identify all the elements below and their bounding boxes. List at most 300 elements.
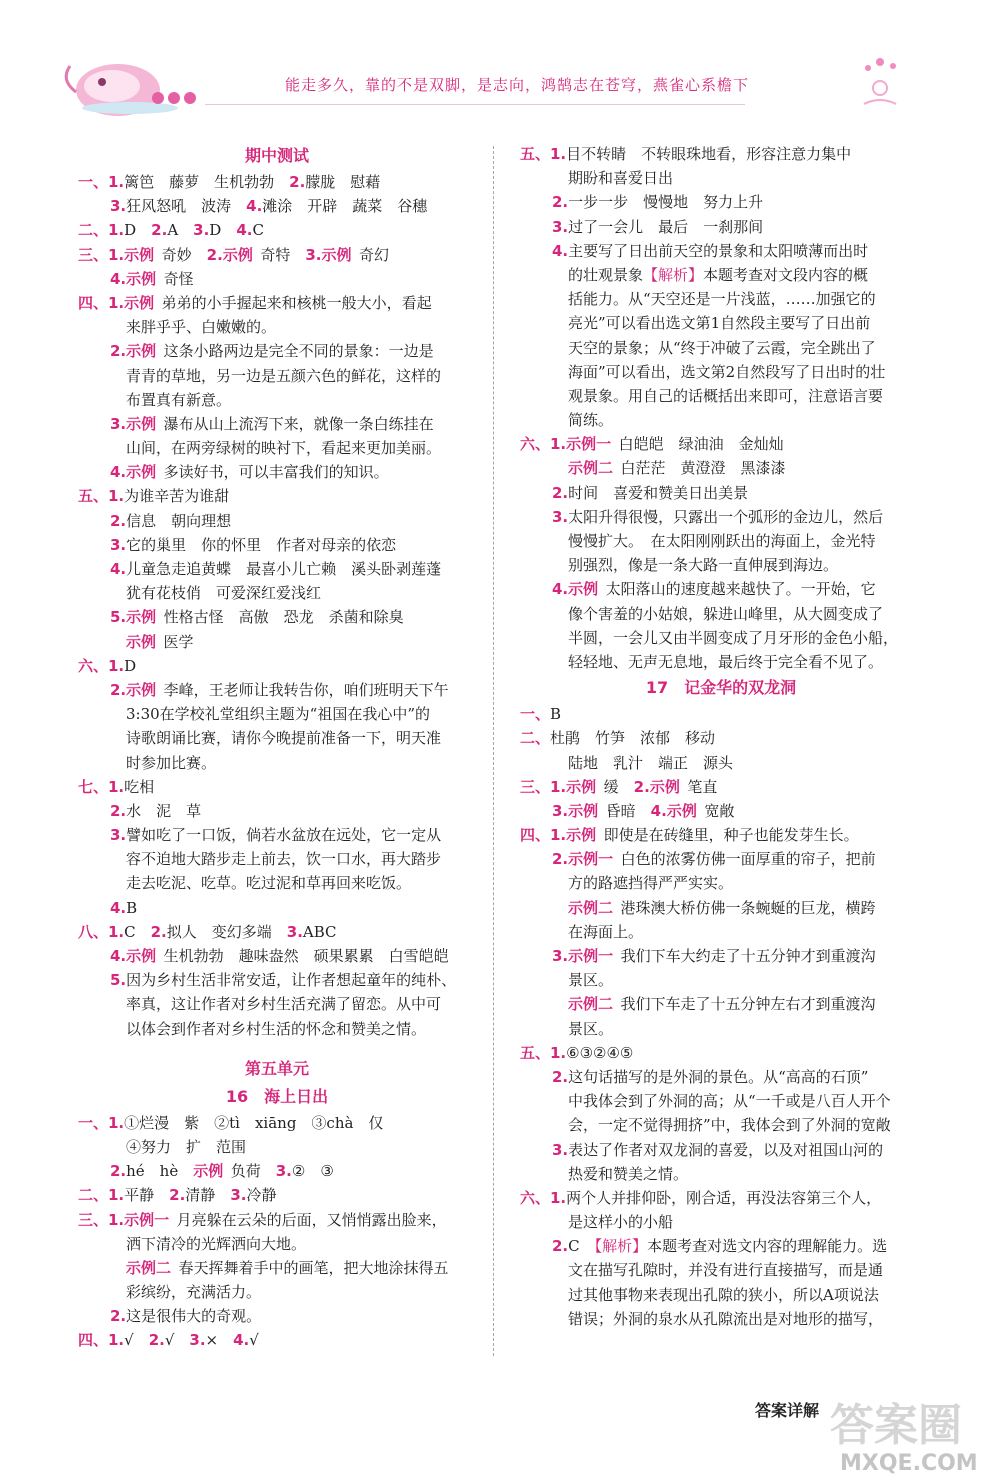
answer-text: 篱笆 藤萝 生机勃勃 (124, 173, 290, 191)
example-label: 示例 (649, 777, 680, 796)
answer-text: 陆地 乳汁 端正 源头 (568, 753, 734, 772)
question-number: 七、1. (78, 777, 125, 796)
answer-line (78, 436, 476, 460)
question-number: 2. (110, 1307, 127, 1326)
example-label: 示例 (126, 269, 157, 288)
question-number: 2. (552, 1067, 569, 1086)
example-label: 示例 (568, 801, 599, 820)
question-number: 3. (552, 507, 569, 526)
answer-text: hé hè (126, 1162, 194, 1181)
answer-line (78, 581, 476, 605)
example-label: 示例二 (568, 898, 614, 917)
answer-line (520, 1210, 922, 1234)
question-number: 2. (148, 1331, 165, 1350)
answer-text: 本题考查对选文内容的理解能力。选 (647, 1237, 888, 1256)
page-header (0, 0, 1000, 125)
question-number: 4. (650, 801, 667, 820)
answer-line (520, 1017, 922, 1041)
answer-line (78, 944, 476, 968)
question-number: 六、1. (78, 656, 125, 675)
question-number: 3. (110, 535, 127, 554)
left-column (78, 142, 476, 1353)
answer-line (520, 799, 922, 823)
question-number: 2. (552, 1237, 569, 1256)
answer-text: ⑥③②④⑤ (566, 1043, 634, 1062)
answer-line (78, 1232, 476, 1256)
question-number: 五、1. (78, 487, 125, 506)
example-label: 示例二 (568, 995, 614, 1014)
answer-line (520, 1041, 922, 1065)
answer-text: C (568, 1237, 595, 1256)
answer-line (520, 311, 922, 335)
answer-text: 时参加比赛。 (126, 753, 217, 772)
question-number: 4. (110, 560, 127, 578)
answer-text: 即使是在砖缝里，种子也能发芽生长。 (603, 826, 859, 845)
analysis-label: 【解析】 (643, 265, 704, 284)
answer-text: 景区。 (568, 1019, 614, 1038)
answer-line (520, 1234, 922, 1258)
answer-text: 亮光”可以看出选文第1自然段主要写了日出前 (568, 314, 871, 333)
answer-line (520, 577, 922, 601)
answer-text: 诗歌朗诵比赛，请你今晚提前准备一下，明天准 (126, 729, 442, 748)
question-number: 3. (286, 922, 303, 941)
question-number: 三、1. (520, 777, 567, 796)
answer-line (520, 287, 922, 311)
dots-icon (152, 92, 196, 104)
column-divider (493, 146, 494, 1356)
answer-text: B (550, 705, 562, 724)
question-number: 2. (552, 193, 569, 212)
answer-line (520, 1307, 922, 1331)
answer-text: 3:30在学校礼堂组织主题为“祖国在我心中”的 (126, 705, 431, 724)
answer-text: 太阳落山的速度越来越快了。一开始，它 (605, 580, 876, 599)
question-number: 3. (189, 1331, 206, 1350)
question-number: 2. (151, 221, 168, 240)
question-number: 2. (150, 922, 167, 941)
question-number: 2. (110, 342, 127, 361)
answer-line (520, 360, 922, 384)
answer-text: ② ③ (291, 1162, 334, 1181)
answer-line (78, 920, 476, 944)
question-number: 3. (552, 801, 569, 820)
answer-text: 简练。 (568, 411, 614, 430)
answer-line (78, 194, 476, 218)
answer-line (520, 751, 922, 775)
answer-line (520, 456, 922, 480)
answer-text: 弟弟的小手握起来和核桃一般大小，看起 (161, 293, 432, 312)
footer-label: 答案详解 (755, 1401, 820, 1420)
answer-text: 观景象。用自己的话概括出来即可，注意语言要 (568, 386, 884, 405)
answer-text: 太阳升得很慢，只露出一个弧形的金边儿，然后 (568, 507, 884, 526)
answer-line (520, 1283, 922, 1307)
answer-line (78, 823, 476, 847)
question-number: 4. (233, 1331, 250, 1350)
answer-line (78, 605, 476, 629)
answer-line (78, 702, 476, 726)
question-number: 四、1. (78, 293, 125, 312)
section-title-midterm: 期中测试 (244, 146, 309, 165)
question-number: 一、1. (78, 173, 125, 191)
answer-text: 目不转睛 不转眼珠地看，形容注意力集中 (566, 145, 852, 163)
example-label: 示例 (126, 608, 157, 627)
question-number: 3. (552, 1140, 569, 1159)
question-number: 2. (169, 1186, 186, 1205)
answer-line (78, 1208, 476, 1232)
question-number: 3. (110, 197, 127, 216)
answer-line (78, 896, 476, 920)
answer-line (78, 1183, 476, 1207)
answer-text: 月亮躲在云朵的后面，又悄悄露出脸来， (176, 1210, 447, 1229)
answer-text: 是这样小的小船 (568, 1213, 674, 1232)
answer-text: 狂风怒吼 波涛 (126, 197, 247, 216)
answer-text: √ (249, 1331, 259, 1350)
answer-text: 两个人并排仰卧，刚合适，再没法容第三个人， (566, 1188, 882, 1207)
answer-text: 率真，这让作者对乡村生活充满了留恋。从中可 (126, 995, 442, 1014)
answer-text: 拟人 变幻多端 (166, 922, 287, 941)
answer-text: 山间，在两旁绿树的映衬下，看起来更加美丽。 (126, 439, 442, 458)
right-column (520, 142, 922, 1331)
question-number: 六、1. (520, 435, 567, 454)
question-number: 六、1. (520, 1188, 567, 1207)
answer-text: 布置真有新意。 (126, 390, 232, 409)
answer-text: 半圆，一会儿又由半圆变成了月牙形的金色小船， (568, 628, 899, 647)
question-number: 3. (552, 217, 569, 236)
answer-line (78, 1017, 476, 1041)
answer-text: 李峰，王老师让我转告你，咱们班明天下午 (163, 680, 449, 699)
answer-line (78, 291, 476, 315)
answer-line (520, 896, 922, 920)
question-number: 4. (110, 269, 127, 288)
question-number: 八、1. (78, 922, 125, 941)
answer-text: 它的巢里 你的怀里 作者对母亲的依恋 (126, 535, 397, 554)
example-label: 示例 (566, 826, 597, 845)
answer-text: 这条小路两边是完全不同的景象：一边是 (163, 342, 434, 361)
answer-line (520, 1162, 922, 1186)
answer-line (520, 384, 922, 408)
answer-line (78, 412, 476, 436)
answer-line (78, 364, 476, 388)
answer-line (78, 170, 476, 194)
answer-text: 的壮观景象 (568, 265, 644, 284)
answer-line (520, 553, 922, 577)
answer-text: 宽敞 (704, 801, 735, 820)
example-label: 示例一 (566, 435, 612, 454)
answer-text: 信息 朝向理想 (126, 511, 232, 530)
answer-text: 春天挥舞着手中的画笔，把大地涂抹得五 (178, 1258, 449, 1277)
answer-line (520, 775, 922, 799)
answer-text: 景区。 (568, 971, 614, 990)
example-label: 示例 (126, 680, 157, 699)
answer-line (520, 702, 922, 726)
example-label: 示例 (124, 245, 155, 264)
question-number: 3. (230, 1186, 247, 1205)
question-number: 2. (633, 777, 650, 796)
answer-line (520, 823, 922, 847)
answer-line (78, 1256, 476, 1280)
answer-text: × (205, 1331, 234, 1350)
answer-line (520, 481, 922, 505)
answer-text: √ (124, 1331, 149, 1350)
example-label: 示例二 (568, 459, 614, 478)
answer-line (78, 557, 476, 581)
example-label: 示例 (126, 414, 157, 433)
question-number: 4. (110, 947, 127, 965)
example-label: 示例 (222, 245, 253, 264)
answer-line (78, 630, 476, 654)
answer-text: 缓 (603, 777, 634, 796)
answer-text: 冷静 (246, 1186, 277, 1205)
answer-line (78, 1159, 476, 1183)
answer-text: D (124, 221, 152, 240)
answer-line (78, 751, 476, 775)
lesson-title-16: 16 海上日出 (225, 1086, 329, 1106)
example-label: 示例 (126, 463, 157, 482)
answer-line (520, 968, 922, 992)
answer-text: 过了一会儿 最后 一刹那间 (568, 217, 764, 236)
answer-text: 方的路遮挡得严严实实。 (568, 874, 734, 893)
answer-text: ABC (302, 922, 337, 941)
header-rule (205, 104, 745, 105)
question-number: 五、1. (520, 1043, 567, 1062)
answer-line (520, 190, 922, 214)
example-label: 示例 (193, 1162, 224, 1181)
answer-text: 多读好书，可以丰富我们的知识。 (163, 463, 389, 482)
answer-line (520, 408, 922, 432)
answer-text: 性格古怪 高傲 恐龙 杀菌和除臭 (163, 608, 404, 627)
answer-line (78, 1328, 476, 1352)
question-number: 二、 (520, 729, 551, 748)
answer-line (520, 602, 922, 626)
answer-text: √ (164, 1331, 190, 1350)
answer-text: 错误；外洞的泉水从孔隙流出是对地形的描写， (568, 1309, 884, 1328)
question-number: 三、1. (78, 1210, 125, 1229)
answer-line (78, 871, 476, 895)
answer-text: 时间 喜爱和赞美日出美景 (568, 483, 749, 502)
example-label: 示例 (126, 632, 157, 651)
question-number: 4. (236, 221, 253, 240)
example-label: 示例 (126, 342, 157, 361)
answer-text: 我们下车大约走了十五分钟才到重渡沟 (620, 947, 876, 965)
answer-line (78, 775, 476, 799)
answer-line (520, 215, 922, 239)
answer-text: 朦胧 慰藉 (305, 173, 381, 191)
unit-title: 第五单元 (244, 1058, 309, 1078)
answer-line (78, 1135, 476, 1159)
answer-text: 主要写了日出前天空的景象和太阳喷薄而出时 (568, 241, 869, 260)
question-number: 3. (193, 221, 210, 240)
answer-line (78, 533, 476, 557)
example-label: 示例一 (124, 1210, 170, 1229)
answer-text: 走去吃泥、吃草。吃过泥和草再回来吃饭。 (126, 874, 412, 893)
answer-text: 海面”可以看出，选文第2自然段写了日出时的壮 (568, 362, 886, 381)
answer-line (520, 166, 922, 190)
lesson-16-answers-cont (520, 142, 922, 674)
watermark-text: 答案圈 (830, 1400, 962, 1451)
answer-text: 像个害羞的小姑娘，躲进山峰里，从大圆变成了 (568, 604, 884, 623)
answer-line (520, 505, 922, 529)
answer-line (520, 239, 922, 263)
answer-line (78, 1111, 476, 1135)
answer-text: A (167, 221, 194, 240)
answer-line (520, 1258, 922, 1282)
answer-text: 文在描写孔隙时，并没有进行直接描写，而是通 (568, 1261, 884, 1280)
example-label: 示例 (126, 947, 157, 965)
answer-text: C (252, 221, 264, 240)
answer-line (520, 529, 922, 553)
answer-text: 因为乡村生活非常安适，让作者想起童年的纯朴、 (126, 971, 457, 990)
answer-line (520, 992, 922, 1016)
question-number: 3. (110, 826, 127, 845)
answer-text: B (126, 898, 138, 917)
answer-text: 这句话描写的是外洞的景色。从“高高的石顶” (568, 1067, 869, 1086)
answer-text: 儿童急走追黄蝶 最喜小儿亡赖 溪头卧剥莲蓬 (126, 560, 442, 578)
answer-line (78, 847, 476, 871)
question-number: 二、1. (78, 1186, 125, 1205)
answer-line (520, 1138, 922, 1162)
answer-line (520, 650, 922, 674)
answer-text: 奇妙 (161, 245, 207, 264)
question-number: 五、1. (520, 145, 567, 163)
answer-text: D (209, 221, 237, 240)
answer-text: 奇特 (260, 245, 306, 264)
question-number: 3. (305, 245, 322, 264)
answer-text: 为谁辛苦为谁甜 (124, 487, 230, 506)
answer-text: 热爱和赞美之情。 (568, 1164, 689, 1183)
question-number: 4. (110, 898, 127, 917)
answer-text: 慢慢扩大。 在太阳刚刚跃出的海面上，金光特 (568, 532, 876, 550)
answer-text: 表达了作者对双龙洞的喜爱，以及对祖国山河的 (568, 1140, 884, 1159)
answer-text: 本题考查对文段内容的概 (703, 265, 869, 284)
answer-text: 譬如吃了一口饭，倘若水盆放在远处，它一定从 (126, 826, 442, 845)
answer-line (520, 1065, 922, 1089)
answer-text: 医学 (163, 632, 194, 651)
answer-line (520, 626, 922, 650)
question-number: 4. (110, 463, 127, 482)
answer-line (520, 263, 922, 287)
answer-line (78, 968, 476, 992)
answer-text: 青青的草地，另一边是五颜六色的鲜花，这样的 (126, 366, 442, 385)
question-number: 5. (110, 971, 127, 990)
example-label: 示例 (321, 245, 352, 264)
answer-text: ④努力 扩 范围 (126, 1137, 247, 1156)
answer-text: 括能力。从“天空还是一片浅蓝，……加强它的 (568, 290, 876, 309)
question-number: 4. (246, 197, 263, 216)
question-number: 2. (206, 245, 223, 264)
answer-line (78, 388, 476, 412)
question-number: 4. (552, 580, 569, 599)
answer-line (78, 218, 476, 242)
answer-line (78, 484, 476, 508)
answer-text: 我们下车走了十五分钟左右才到重渡沟 (620, 995, 876, 1014)
answer-text: 瀑布从山上流泻下来，就像一条白练挂在 (163, 414, 434, 433)
answer-line (78, 339, 476, 363)
question-number: 3. (552, 947, 569, 965)
answer-line (78, 678, 476, 702)
example-label: 示例 (566, 777, 597, 796)
answer-text: 滩涂 开辟 蔬菜 谷穗 (262, 197, 428, 216)
answer-text: 会，一定不觉得拥挤”中，我体会到了外洞的宽敞 (568, 1116, 891, 1135)
answer-line (78, 267, 476, 291)
answer-text: 洒下清冷的光辉洒向大地。 (126, 1234, 307, 1253)
answer-line (520, 1186, 922, 1210)
question-number: 四、1. (78, 1331, 125, 1350)
question-number: 2. (110, 680, 127, 699)
answer-line (520, 944, 922, 968)
question-number: 2. (552, 850, 569, 869)
answer-text: 笔直 (687, 777, 718, 796)
answer-line (78, 1280, 476, 1304)
answer-line (78, 726, 476, 750)
answer-text: 奇幻 (359, 245, 390, 264)
question-number: 3. (110, 414, 127, 433)
question-number: 二、1. (78, 221, 125, 240)
question-number: 2. (289, 173, 306, 191)
answer-text: 在海面上。 (568, 922, 644, 941)
lesson-17-answers (520, 702, 922, 1331)
lesson-16-answers (78, 1111, 476, 1353)
header-decoration (0, 0, 1000, 125)
answer-text: 彩缤纷，充满活力。 (126, 1283, 262, 1302)
answer-text: D (124, 656, 137, 675)
answer-text: 杜鹃 竹笋 浓郁 移动 (550, 729, 716, 748)
answer-text: ①烂漫 紫 ②tì xiāng ③chà 仅 (124, 1113, 384, 1132)
answer-text: 水 泥 草 (126, 801, 202, 820)
answer-text: 以体会到作者对乡村生活的怀念和赞美之情。 (126, 1019, 427, 1038)
answer-text: 过其他事物来表现出孔隙的狭小，所以A项说法 (568, 1285, 879, 1304)
star-deco-icon (864, 58, 896, 104)
answer-line (78, 509, 476, 533)
question-number: 一、 (520, 705, 551, 724)
question-number: 2. (552, 483, 569, 502)
answer-text: 清静 (185, 1186, 231, 1205)
answer-text: 来胖乎乎、白嫩嫩的。 (126, 318, 277, 337)
example-label: 示例一 (568, 947, 614, 965)
lesson-title-17: 17 记金华的双龙洞 (645, 678, 797, 698)
header-motto: 能走多久，靠的不是双脚，是志向，鸿鹄志在苍穹，燕雀心系檐下 (285, 76, 750, 94)
answer-line (520, 726, 922, 750)
answer-text: 白色的浓雾仿佛一面厚重的帘子，把前 (620, 850, 876, 869)
answer-line (78, 992, 476, 1016)
answer-line (78, 799, 476, 823)
question-number: 2. (110, 801, 127, 820)
example-label: 示例二 (126, 1258, 172, 1277)
answer-text: 白茫茫 黄澄澄 黑漆漆 (620, 459, 786, 478)
analysis-label: 【解析】 (594, 1237, 648, 1256)
answer-line (78, 243, 476, 267)
answer-text: 奇怪 (163, 269, 194, 288)
answer-text: 犹有花枝俏 可爱深红爱浅红 (126, 584, 322, 603)
answer-text: 轻轻地、无声无息地，最后终于完全看不见了。 (568, 652, 884, 671)
answer-line (520, 847, 922, 871)
example-label: 示例 (124, 293, 155, 312)
answer-text: 别强烈，像是一条大路一直伸展到海边。 (568, 556, 839, 575)
answer-text: 期盼和喜爱日出 (568, 169, 674, 188)
example-label: 示例一 (568, 850, 614, 869)
answer-line (520, 432, 922, 456)
answer-line (520, 1089, 922, 1113)
question-number: 三、1. (78, 245, 125, 264)
answer-line (78, 460, 476, 484)
answer-line (78, 654, 476, 678)
answer-text: 昏暗 (605, 801, 651, 820)
answer-line (520, 336, 922, 360)
answer-line (520, 1113, 922, 1137)
answer-text: 一步一步 慢慢地 努力上升 (568, 193, 764, 212)
answer-text: 港珠澳大桥仿佛一条蜿蜒的巨龙，横跨 (620, 898, 876, 917)
answer-line (520, 142, 922, 166)
answer-text: 白皑皑 绿油油 金灿灿 (618, 435, 784, 454)
question-number: 2. (110, 511, 127, 530)
